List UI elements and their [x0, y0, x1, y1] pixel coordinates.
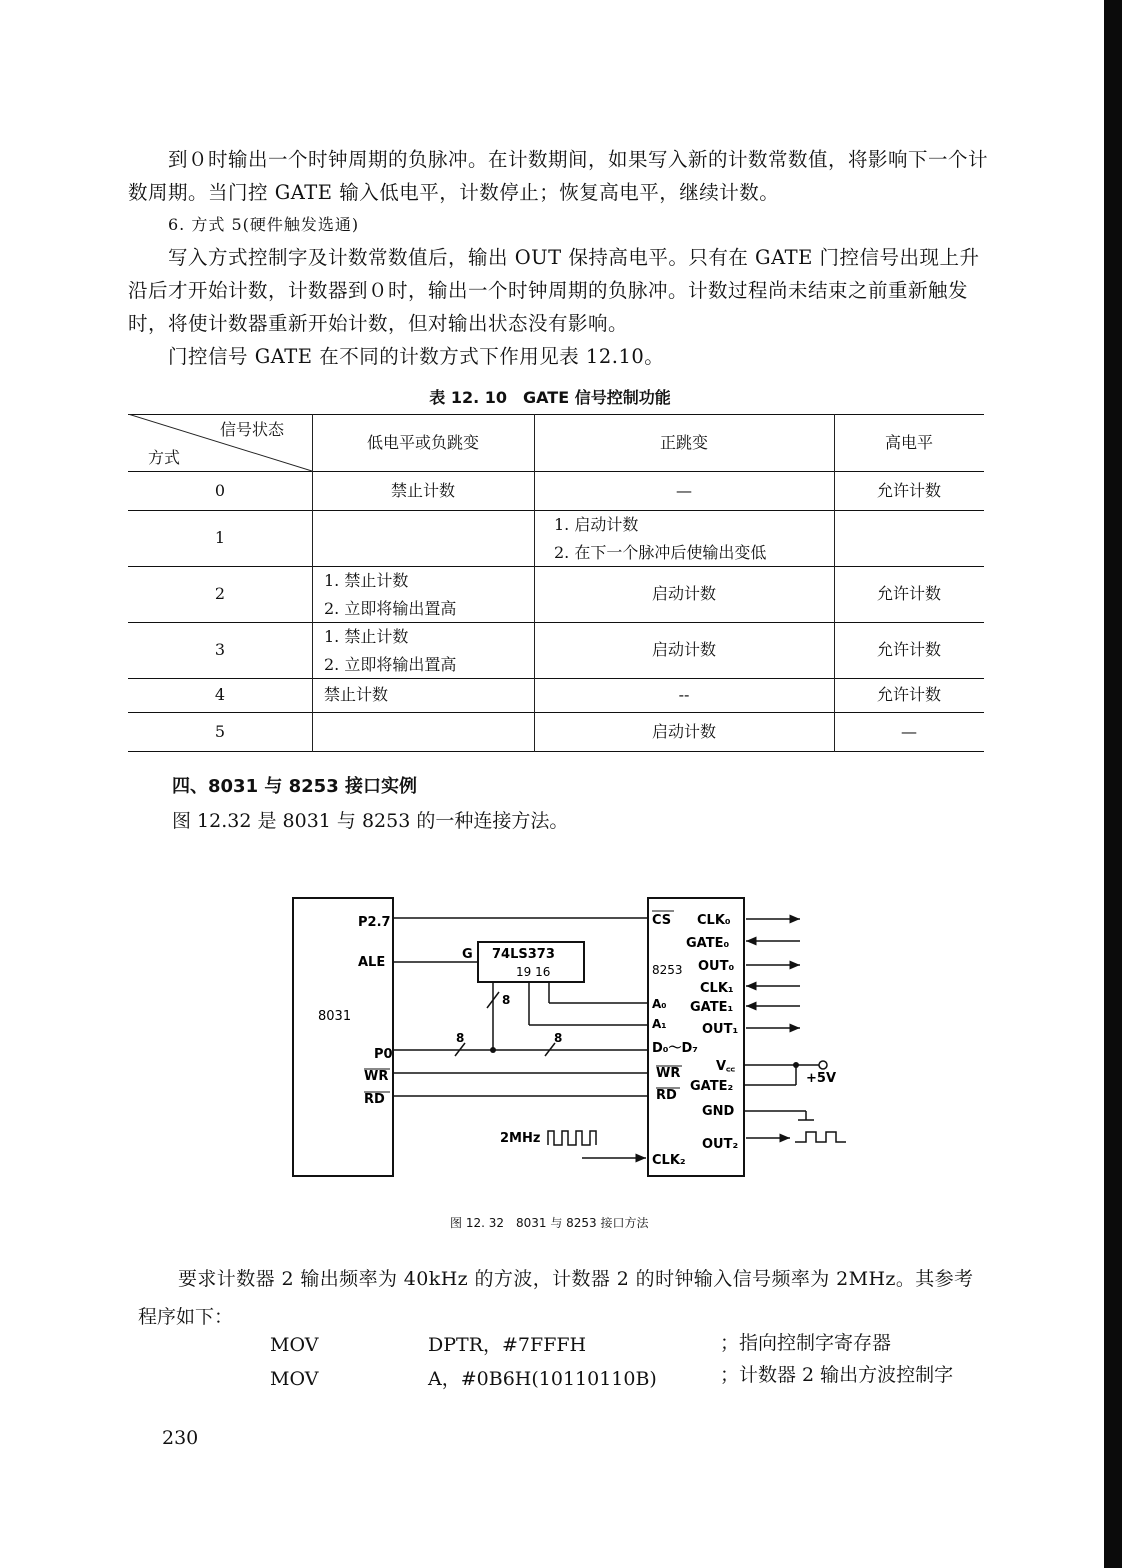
scan-edge-bar — [1104, 0, 1122, 1568]
high-cell: — — [901, 721, 917, 741]
code-args: A，#0B6H(10110110B) — [428, 1368, 657, 1390]
bus-width-label: 8 — [456, 1031, 465, 1045]
timer-gate0: GATE₀ — [686, 936, 730, 951]
mode-cell: 3 — [214, 640, 226, 659]
low-cell-line-2: 2. 立即将输出置高 — [324, 599, 457, 618]
section-title: 四、8031 与 8253 接口实例 — [172, 776, 417, 797]
code-comment: ；指向控制字寄存器 — [720, 1332, 892, 1354]
latch-label: 74LS373 — [492, 947, 555, 962]
mode-cell: 0 — [214, 480, 226, 500]
vcc-junction — [793, 1062, 799, 1068]
low-cell: 禁止计数 — [324, 685, 389, 704]
timer-vcc: V꜀꜀ — [716, 1059, 736, 1074]
bus-junction — [490, 1047, 496, 1053]
code-comment: ；计数器 2 输出方波控制字 — [720, 1364, 954, 1386]
cpu-label: 8031 — [318, 1009, 352, 1024]
mode5-heading: 6. 方式 5(硬件触发选通) — [168, 215, 360, 234]
timer-wr: WR — [656, 1066, 681, 1081]
timer-clk1: CLK₁ — [700, 981, 734, 996]
interface-diagram — [0, 880, 1100, 1210]
mode-cell: 2 — [214, 584, 226, 603]
timer-a1: A₁ — [652, 1017, 667, 1031]
pin-rd: RD — [364, 1092, 385, 1107]
supply-terminal — [819, 1061, 827, 1069]
rise-cell-line-2: 2. 在下一个脉冲后使输出变低 — [554, 543, 767, 562]
pin-p0: P0 — [374, 1047, 393, 1062]
timer-rd: RD — [656, 1088, 677, 1103]
timer-out0: OUT₀ — [698, 959, 735, 974]
timer-data: D₀～D₇ — [652, 1041, 698, 1056]
timer-gnd: GND — [702, 1104, 735, 1119]
timer-label: 8253 — [652, 963, 683, 977]
table-caption: 表 12. 10 GATE 信号控制功能 — [429, 388, 671, 407]
header-rise: 正跳变 — [659, 432, 708, 452]
rise-cell: -- — [678, 685, 690, 704]
latch-pins: 19 16 — [516, 965, 551, 979]
cpu-8031-box — [293, 898, 393, 1176]
figure-caption: 图 12. 32 8031 与 8253 接口方法 — [450, 1216, 649, 1230]
paragraph-1: 到０时输出一个时钟周期的负脉冲。在计数期间，如果写入新的计数常数值，将影响下一个计数周期。当门控 GATE 输入低电平，计数停止；恢复高电平，继续计数。 — [128, 148, 989, 204]
timer-gate2: GATE₂ — [690, 1079, 734, 1094]
bus-width-label: 8 — [502, 993, 511, 1007]
corner-top-label: 信号状态 — [220, 420, 285, 439]
paragraph-2: 写入方式控制字及计数常数值后，输出 OUT 保持高电平。只有在 GATE 门控信号出现上升沿后才开始计数，计数器到０时，输出一个时钟周期的负脉冲。计数过程尚未结束之前重新触发时，将使计数器重新开始计数，但对输出状态没有影响。 — [128, 246, 980, 335]
high-cell: 允许计数 — [876, 480, 941, 500]
mode-cell: 4 — [214, 685, 226, 704]
timer-out2: OUT₂ — [702, 1137, 739, 1152]
rise-cell-line-1: 1. 启动计数 — [554, 515, 639, 534]
gate-control-table — [128, 414, 984, 752]
low-cell-line-2: 2. 立即将输出置高 — [324, 655, 457, 674]
code-op: MOV — [270, 1334, 319, 1356]
rise-cell: 启动计数 — [651, 640, 716, 659]
page-number: 230 — [162, 1427, 199, 1449]
header-high: 高电平 — [884, 432, 933, 452]
paragraph-3: 门控信号 GATE 在不同的计数方式下作用见表 12.10。 — [168, 345, 665, 368]
section-intro: 图 12.32 是 8031 与 8253 的一种连接方法。 — [172, 810, 569, 832]
low-cell: 禁止计数 — [390, 480, 455, 500]
pin-p27: P2.7 — [358, 915, 391, 930]
high-cell: 允许计数 — [876, 640, 941, 659]
mode-cell: 5 — [214, 721, 226, 741]
corner-bottom-label: 方式 — [148, 448, 181, 467]
timer-cs: CS — [652, 913, 672, 928]
code-op: MOV — [270, 1368, 319, 1390]
pin-wr: WR — [364, 1069, 389, 1084]
low-cell-line-1: 1. 禁止计数 — [324, 571, 409, 590]
rise-cell: 启动计数 — [651, 584, 716, 603]
timer-clk0: CLK₀ — [697, 913, 731, 928]
high-cell: 允许计数 — [876, 584, 941, 603]
mode-cell: 1 — [214, 528, 226, 547]
pin-ale: ALE — [358, 955, 386, 970]
requirement-line-1: 要求计数器 2 输出频率为 40kHz 的方波，计数器 2 的时钟输入信号频率为 2MHz。其参考 — [178, 1268, 974, 1290]
supply-label: +5V — [806, 1071, 836, 1086]
timer-clk2: CLK₂ — [652, 1153, 686, 1168]
code-args: DPTR，#7FFFH — [428, 1334, 587, 1356]
timer-out1: OUT₁ — [702, 1022, 739, 1037]
high-cell: 允许计数 — [876, 685, 941, 704]
requirement-line-2: 程序如下： — [138, 1306, 234, 1328]
clock-label: 2MHz — [500, 1131, 541, 1146]
timer-a0: A₀ — [652, 997, 667, 1011]
bus-width-label: 8 — [554, 1031, 563, 1045]
timer-gate1: GATE₁ — [690, 1000, 734, 1015]
rise-cell: 启动计数 — [651, 721, 716, 741]
header-low: 低电平或负跳变 — [366, 432, 479, 452]
rise-cell: — — [676, 480, 692, 500]
latch-gate: G — [462, 947, 473, 962]
low-cell-line-1: 1. 禁止计数 — [324, 627, 409, 646]
